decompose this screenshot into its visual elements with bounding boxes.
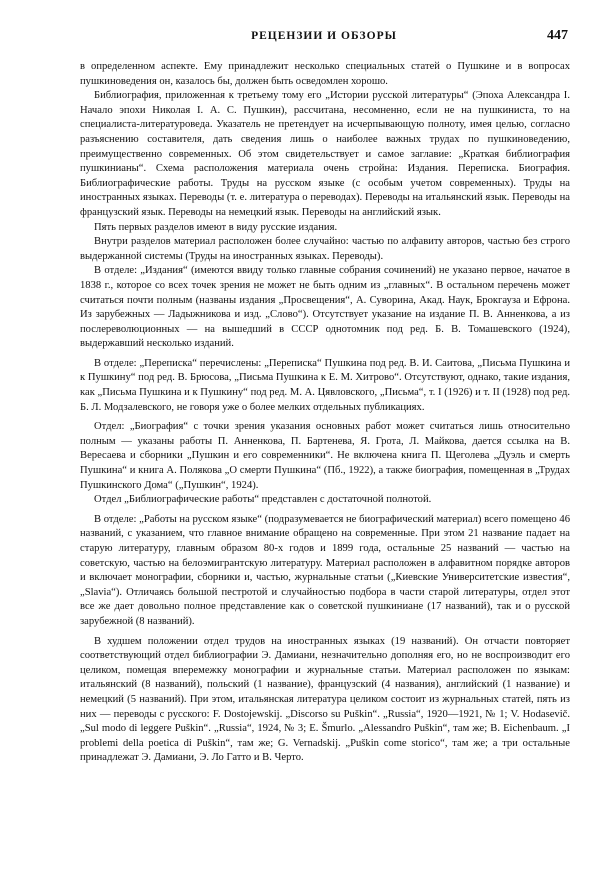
section-title: РЕЦЕНЗИИ И ОБЗОРЫ [251,30,397,42]
running-header [80,30,568,50]
paragraph: Внутри разделов материал расположен более случайно: частью по алфавиту авторов, частью без строго выдержанной системы (Труды на иностранных языках. Переводы). [80,236,570,262]
paragraph: в определенном аспекте. Ему принадлежит несколько специальных статей о Пушкине и в вопросах пушкиноведения он, казалось бы, должен быть осведомлен хорошо. [80,61,570,87]
paragraph: Пять первых разделов имеют в виду русские издания. [94,221,338,233]
body-text [80,60,570,766]
paragraph: В худшем положении отдел трудов на иностранных языках (19 названий). Он отчасти повторяет соответствующий отдел библиографии Э. Дамиани, незначительно дополняя его, но не воспроизводит его целиком, помещая вперемежку монографии и журнальные статьи. Материал расположен по языкам: итальянский (8 названий), польский (1 название), французский (4 названия), английский (1 название) и немецкий (5 названий). При этом, итальянская литература целиком состоит из журнальных статей, пять из них — переводы с русского: F. Dostojewskij. „Discorso su Puškin“. „Russia“, 1920—1921, № 1; V. Hodasevič. „Sul modo di leggere Puškin“. „Russia“, 1924, № 3; E. Šmurlo. „Alessandro Puškin“, там же; B. Eichenbaum. „I problemi della poetica di Puškin“, там же; G. Vernadskij. „Puškin come storico“, там же; а три остальные принадлежат Э. Дамиани, Э. Ло Гатто и В. Черто. [80,635,570,764]
paragraph: В отделе: „Издания“ (имеются ввиду только главные собрания сочинений) не указано первое, начатое в 1838 г., которое со всех точек зрения не может не быть одним из „главных“. В остальном перечень может считаться почти полным (названы издания „Просвещения“, А. Суворина, Акад. Наук, Брокгауза и Ефрона. Из зарубежных — Ладыжникова и изд. „Слово“). Отсутствует указание на издание П. В. Анненкова, а из послереволюционных — на вышедший в СССР однотомник под ред. Б. В. Томашевского (1924), выдержавший несколько изданий. [80,265,570,350]
page-number: 447 [547,28,568,43]
paragraph: Библиография, приложенная к третьему тому его „Истории русской литературы“ (Эпоха Александра I. Начало эпохи Николая I. А. С. Пушкин), рассчитана, несомненно, если не на пушкиниста, то на специалиста-литературоведа. Указатель не претендует на исчерпывающую полноту, имея целью, согласно разъяснению составителя, дать сведения лишь о наиболее важных трудах по пушкиноведению, преимущественно современных. Об этом свидетельствует и самое заглавие: „Краткая библиография пушкинианы“. Схема расположения материала очень стройна: Издания. Переписка. Биография. Библиографические работы. Труды на русском языке (с особым учетом современных). Труды на иностранных языках. Переводы (т. е. литература о переводах). Переводы на итальянский язык. Переводы на французский язык. Переводы на немецкий язык. Переводы на английский язык. [80,90,570,218]
paragraph: Отдел: „Биография“ с точки зрения указания основных работ может считаться лишь относительно полным — указаны работы П. Анненкова, П. Бартенева, Я. Грота, Л. Майкова, дается ссылка на В. Вересаева и сборники „Пушкин и его современники“. Не включена книга П. Щеголева „Дуэль и смерть Пушкина“ и книга А. Полякова „О смерти Пушкина“ (Пб., 1922), а также биография, помещенная в „Трудах Пушкинского Дома“ („Пушкин“, 1924). [80,421,570,491]
paragraph: В отделе: „Переписка“ перечислены: „Переписка“ Пушкина под ред. В. И. Саитова, „Письма Пушкина и к Пушкину“ под ред. В. Брюсова, „Письма Пушкина к Е. М. Хитрово“. Отсутствуют, однако, такие издания, как „Письма Пушкина и к Пушкину“ под ред. М. А. Цявловского, „Письма“, т. I (1926) и т. II (1928) под ред. Б. Л. Модзалевского, не говоря уже о более мелких отдельных публикациях. [80,357,570,413]
paragraph: Отдел „Библиографические работы“ представлен с достаточной полнотой. [94,494,432,506]
paragraph: В отделе: „Работы на русском языке“ (подразумевается не биографический материал) всего помещено 46 названий, с указанием, что главное внимание обращено на современные. При этом 21 название падает на старую литературу, главным образом 80-х годов и 1899 года, остальные 25 названий — частью на советскую, частью на белоэмигрантскую литературу. Материал расположен в алфавитном порядке авторов и включает монографии, сборники и, частью, журнальные статьи („Киевские Университетские известия“, „Slavia“). Отличаясь большой пестротой и случайностью подбора в части старой литературы, отдел этот все же дает довольно полное представление как о советской пушкиниане (17 названий), так и о русской зарубежной (8 названий). [80,513,570,627]
